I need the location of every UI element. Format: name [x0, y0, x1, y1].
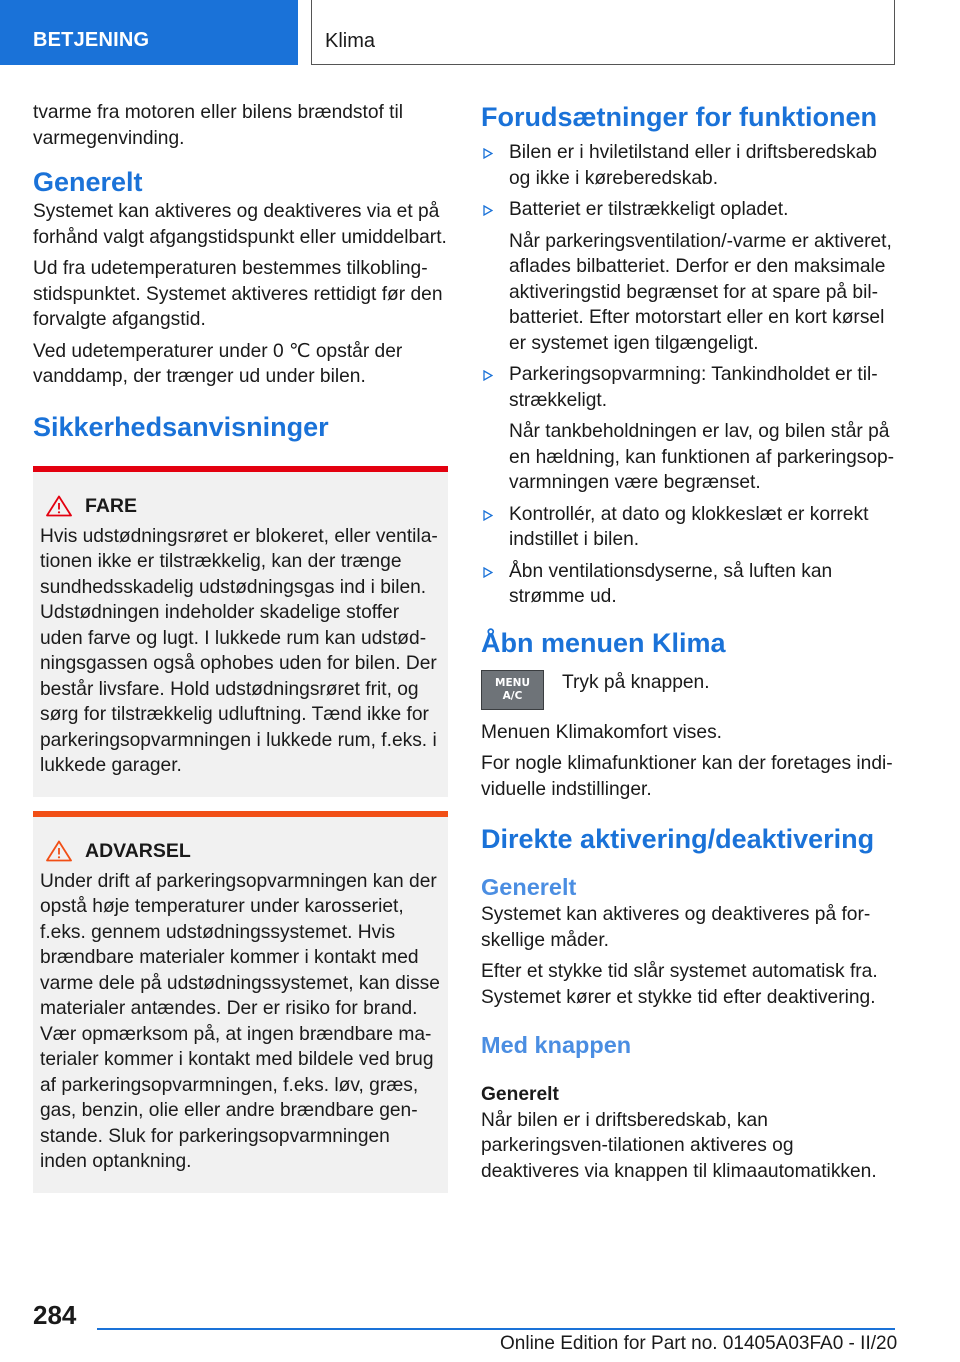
list-item [481, 140, 895, 191]
menu-heading: Åbn menuen Klima [481, 627, 726, 658]
direct-subheading: Generelt [481, 874, 577, 900]
prereq-heading: Forudsætninger for funktionen [481, 102, 877, 132]
generelt-paragraph-2: Ud fra udetemperaturen bestemmes tilkobling-stidspunktet. Systemet aktiveres rettidigt før den forvalgte afgangstid. [33, 258, 443, 330]
menu-button-line1: MENU [495, 676, 530, 689]
prereq-list [481, 140, 895, 610]
list-item-subtext: Når tankbeholdningen er lav, og bilen står på en hældning, kan funktionen af parkeringsop-varmningen være begrænset. [509, 421, 895, 493]
left-column [33, 100, 447, 1193]
bullet-triangle-icon [483, 567, 493, 578]
menu-button-line2: A/C [502, 689, 523, 702]
intro-paragraph: tvarme fra motoren eller bilens brændstof til varmegenvinding. [33, 102, 404, 149]
edition-text: Online Edition for Part no. 01405A03FA0 - II/20 [500, 1333, 898, 1354]
list-item-text: Batteriet er tilstrækkeligt opladet. [509, 199, 789, 220]
list-item [481, 362, 895, 496]
footer-divider [97, 1328, 895, 1330]
bullet-triangle-icon [483, 205, 493, 216]
button-paragraph: Når bilen er i driftsberedskab, kan parkeringsven-tilationen aktiveres og deaktiveres via knappen til klimaautomatikken. [481, 1109, 877, 1182]
list-item-text: Åbn ventilationsdyserne, så luften kan strømme ud. [509, 560, 833, 607]
menu-instruction-row [481, 670, 895, 710]
page-number: 284 [33, 1300, 77, 1330]
section-title: BETJENING [33, 29, 150, 51]
generelt-heading: Generelt [33, 167, 143, 197]
direct-paragraph-2: Efter et stykke tid slår systemet automatisk fra. Systemet kører et stykke tid efter deaktivering. [481, 961, 878, 1008]
chapter-title: Klima [325, 30, 376, 52]
direct-paragraph-1: Systemet kan aktiveres og deaktiveres på for-skellige måder. [481, 904, 871, 951]
warning-triangle-icon [46, 840, 72, 862]
generelt-paragraph-3: Ved udetemperaturer under 0 ℃ opstår der vanddamp, der trænger ud under bilen. [33, 340, 403, 387]
bullet-triangle-icon [483, 370, 493, 381]
danger-box [33, 466, 448, 797]
warning-title [40, 840, 441, 863]
warning-box [33, 811, 448, 1193]
danger-label: FARE [85, 494, 138, 517]
warning-text: Under drift af parkeringsopvarmningen kan der opstå høje temperaturer under karosseriet, f.eks. gennem udstødningssystemet. Hvis brændbare materialer kommer i kontakt med varme dele på udstødningssystemet, kan disse materialer antændes. Der er risiko for brand. Vær opmærksom på, at ingen brændbare ma-terialer kommer i kontakt med bildele ved brug af parkeringsopvarmningen, f.eks. løv, græs, gas, benzin, olie eller andre brændbare gen-stande. Sluk for parkeringsopvarmningen inden optankning. [40, 870, 440, 1172]
warning-triangle-icon [46, 495, 72, 517]
button-heading: Med knappen [481, 1032, 632, 1058]
list-item [481, 502, 895, 553]
bullet-triangle-icon [483, 510, 493, 521]
bullet-triangle-icon [483, 148, 493, 159]
right-column [481, 100, 895, 1190]
direct-heading: Direkte aktivering/deaktivering [481, 824, 875, 854]
danger-title [40, 495, 441, 518]
menu-paragraph-1: Menuen Klimakomfort vises. [481, 721, 722, 743]
list-item-subtext: Når parkeringsventilation/-varme er aktiveret, aflades bilbatteriet. Derfor er den maksimale aktiveringstid begrænset for at spare på bil-batteriet. Efter motorstart eller en kort kørsel er systemet igen tilgængeligt. [509, 230, 892, 354]
section-tab [0, 0, 298, 65]
danger-text: Hvis udstødningsrøret er blokeret, eller ventila-tionen ikke er tilstrækkelig, kan der trænge sundhedsskadelig udstødningsgas ind i bilen. Udstødningen indeholder skadelige stoffer uden farve og lugt. I lukkede rum kan udstød-ningsgassen også ophobes uden for bilen. Der består livsfare. Hold udstødningsrøret frit, og sørg for tilstrækkelig udluftning. Tænd ikke for parkeringsopvarmningen i lukkede rum, f.eks. i lukkede garager. [40, 525, 438, 776]
safety-heading: Sikkerhedsanvisninger [33, 411, 329, 442]
list-item [481, 197, 895, 356]
menu-instruction: Tryk på knappen. [562, 671, 710, 693]
button-subheading: Generelt [481, 1084, 559, 1105]
list-item-text: Kontrollér, at dato og klokkeslæt er korrekt indstillet i bilen. [509, 503, 869, 550]
list-item-text: Bilen er i hviletilstand eller i driftsberedskab og ikke i køreberedskab. [509, 142, 877, 189]
list-item [481, 559, 895, 610]
menu-ac-button-icon [481, 670, 544, 710]
generelt-paragraph-1: Systemet kan aktiveres og deaktiveres via et på forhånd valgt afgangstidspunkt eller umiddelbart. [33, 201, 447, 248]
chapter-tab [311, 0, 895, 65]
list-item-text: Parkeringsopvarmning: Tankindholdet er til-strækkeligt. [509, 364, 878, 411]
warning-label: ADVARSEL [85, 839, 191, 862]
menu-paragraph-2: For nogle klimafunktioner kan der foretages indi-viduelle indstillinger. [481, 753, 893, 800]
